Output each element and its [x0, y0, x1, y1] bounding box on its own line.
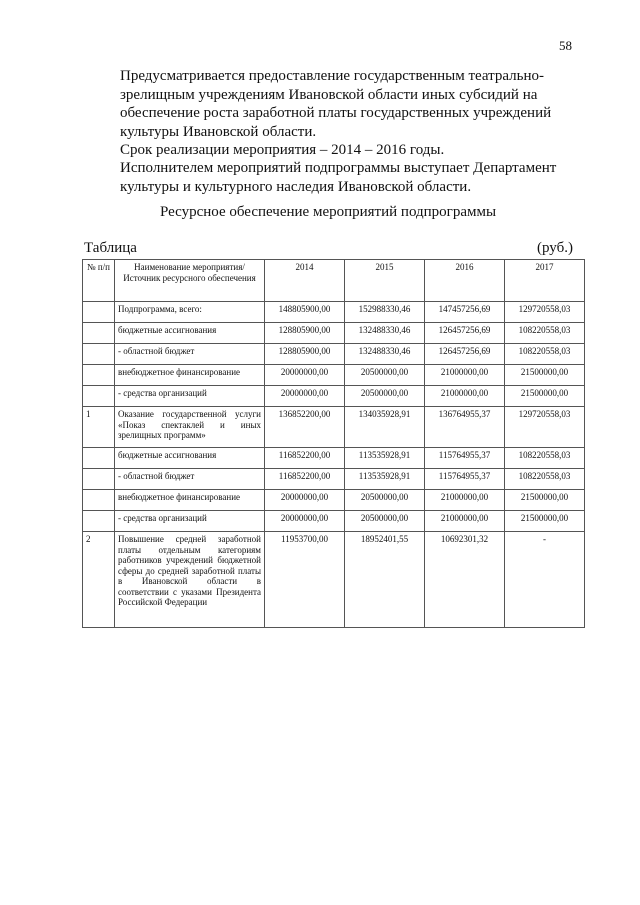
cell-name: - средства организаций	[115, 511, 265, 532]
cell-name: Повышение средней заработной платы отдельным категориям работников учреждений бюджетной сферы до средней заработной платы в Ивановской области в соответствии с указами Президента Российской Федерации	[115, 532, 265, 628]
cell-name: - областной бюджет	[115, 469, 265, 490]
table-row	[83, 365, 585, 386]
table-row	[83, 469, 585, 490]
cell-value: 20500000,00	[345, 365, 425, 386]
table-header-row	[83, 260, 585, 302]
header-year: 2015	[345, 260, 425, 302]
table-row	[83, 407, 585, 448]
cell-value: 21500000,00	[505, 365, 585, 386]
cell-value: 136852200,00	[265, 407, 345, 448]
section-heading: Ресурсное обеспечение мероприятий подпрограммы	[159, 204, 497, 220]
cell-value: 21000000,00	[425, 490, 505, 511]
cell-value: 20500000,00	[345, 511, 425, 532]
cell-value: 126457256,69	[425, 344, 505, 365]
cell-value: 134035928,91	[345, 407, 425, 448]
text-line: зрелищным учреждениям Ивановской области иных субсидий на	[120, 86, 538, 103]
table-row	[83, 302, 585, 323]
cell-num	[83, 302, 115, 323]
cell-value: 115764955,37	[425, 448, 505, 469]
cell-value: 128805900,00	[265, 323, 345, 344]
cell-value: 136764955,37	[425, 407, 505, 448]
cell-num	[83, 365, 115, 386]
cell-name: Оказание государственной услуги «Показ спектаклей и иных зрелищных программ»	[115, 407, 265, 448]
paragraph-executor	[84, 159, 572, 196]
text-line: Исполнителем мероприятий подпрограммы выступает Департамент	[120, 160, 557, 176]
cell-value: 21500000,00	[505, 386, 585, 407]
cell-num: 2	[83, 532, 115, 628]
cell-value: 11953700,00	[265, 532, 345, 628]
cell-name: внебюджетное финансирование	[115, 490, 265, 511]
cell-num	[83, 448, 115, 469]
cell-value: 129720558,03	[505, 407, 585, 448]
cell-value: 126457256,69	[425, 323, 505, 344]
cell-name: Подпрограмма, всего:	[115, 302, 265, 323]
cell-name: бюджетные ассигнования	[115, 448, 265, 469]
text-line: культуры Ивановской области.	[120, 123, 317, 140]
cell-value: 20000000,00	[265, 365, 345, 386]
cell-value: 20000000,00	[265, 511, 345, 532]
resource-table	[82, 259, 585, 628]
cell-value: 21000000,00	[425, 365, 505, 386]
cell-name: - областной бюджет	[115, 344, 265, 365]
paragraph-subsidies	[84, 67, 572, 141]
header-year: 2017	[505, 260, 585, 302]
cell-num	[83, 386, 115, 407]
cell-value: 21500000,00	[505, 490, 585, 511]
page-number: 58	[559, 38, 572, 53]
text-line: культуры и культурного наследия Ивановской области.	[120, 178, 472, 195]
table-row	[83, 511, 585, 532]
cell-value: 148805900,00	[265, 302, 345, 323]
cell-value: 18952401,55	[345, 532, 425, 628]
cell-value: 132488330,46	[345, 323, 425, 344]
cell-value: 108220558,03	[505, 323, 585, 344]
cell-num	[83, 344, 115, 365]
cell-value: 116852200,00	[265, 469, 345, 490]
cell-name: - средства организаций	[115, 386, 265, 407]
cell-value: 20000000,00	[265, 490, 345, 511]
table-caption: Таблица	[84, 240, 137, 256]
cell-num	[83, 323, 115, 344]
cell-value: 20000000,00	[265, 386, 345, 407]
cell-value: 113535928,91	[345, 448, 425, 469]
text-line: Предусматривается предоставление государственным театрально-	[120, 68, 545, 84]
cell-value: 152988330,46	[345, 302, 425, 323]
cell-value: 108220558,03	[505, 344, 585, 365]
cell-value: 108220558,03	[505, 469, 585, 490]
table-row	[83, 490, 585, 511]
table-row	[83, 386, 585, 407]
cell-value: 113535928,91	[345, 469, 425, 490]
table-unit: (руб.)	[537, 240, 573, 256]
cell-num	[83, 511, 115, 532]
text-line: Срок реализации мероприятия – 2014 – 2016 годы.	[120, 142, 445, 158]
cell-value: 132488330,46	[345, 344, 425, 365]
table-row	[83, 323, 585, 344]
header-year: 2014	[265, 260, 345, 302]
cell-value: 21000000,00	[425, 511, 505, 532]
cell-name: бюджетные ассигнования	[115, 323, 265, 344]
text-line: обеспечение роста заработной платы государственных учреждений	[120, 105, 552, 121]
cell-value: 108220558,03	[505, 448, 585, 469]
cell-num	[83, 469, 115, 490]
header-year: 2016	[425, 260, 505, 302]
cell-num	[83, 490, 115, 511]
header-name: Наименование мероприятия/Источник ресурсного обеспечения	[115, 260, 265, 302]
header-num: № п/п	[83, 260, 115, 302]
cell-value: 10692301,32	[425, 532, 505, 628]
cell-name: внебюджетное финансирование	[115, 365, 265, 386]
table-row	[83, 344, 585, 365]
cell-value: -	[505, 532, 585, 628]
cell-value: 20500000,00	[345, 490, 425, 511]
table-row	[83, 532, 585, 628]
cell-value: 116852200,00	[265, 448, 345, 469]
cell-value: 147457256,69	[425, 302, 505, 323]
cell-num: 1	[83, 407, 115, 448]
cell-value: 115764955,37	[425, 469, 505, 490]
cell-value: 128805900,00	[265, 344, 345, 365]
cell-value: 129720558,03	[505, 302, 585, 323]
cell-value: 21500000,00	[505, 511, 585, 532]
cell-value: 20500000,00	[345, 386, 425, 407]
table-row	[83, 448, 585, 469]
cell-value: 21000000,00	[425, 386, 505, 407]
paragraph-period	[84, 141, 572, 160]
